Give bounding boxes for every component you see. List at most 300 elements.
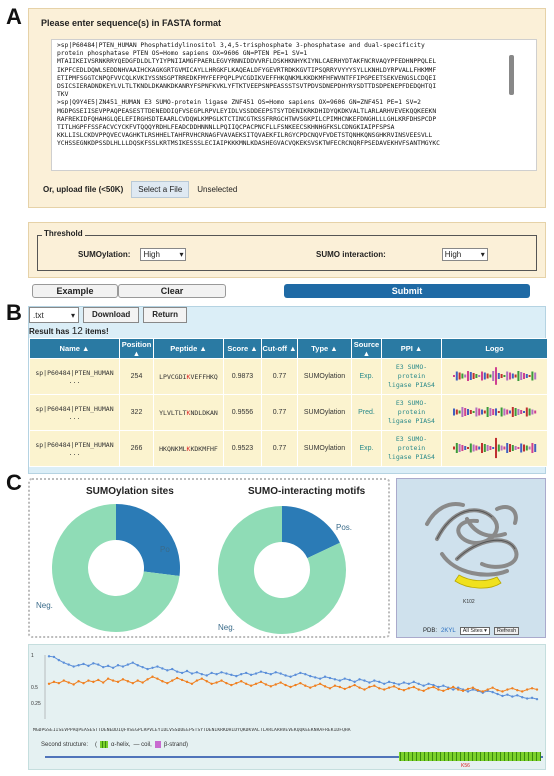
data-point	[432, 686, 434, 688]
data-point	[329, 687, 331, 689]
data-point	[87, 679, 89, 681]
data-point	[324, 676, 326, 678]
data-point	[368, 681, 370, 683]
data-point	[408, 683, 410, 685]
logo-mark	[534, 410, 536, 413]
source-value: Exp.	[359, 445, 374, 452]
data-point	[383, 688, 385, 690]
cell-position: 266	[120, 431, 154, 467]
data-point	[201, 677, 203, 679]
logo-mark	[503, 408, 505, 415]
interaction-threshold	[316, 248, 488, 261]
logo-mark	[461, 373, 463, 378]
data-point	[240, 680, 242, 682]
ellipsis: ...	[68, 448, 81, 457]
logo-mark	[467, 371, 469, 381]
data-point	[422, 690, 424, 692]
ellipsis: ...	[68, 412, 81, 421]
data-point	[122, 665, 124, 667]
donut-charts-box	[28, 478, 390, 638]
y-tick-label: 0.5	[31, 685, 38, 691]
data-point	[53, 656, 55, 658]
chevron-down-icon: ▾	[179, 250, 184, 259]
data-point	[487, 688, 489, 690]
data-point	[146, 668, 148, 670]
sequence-logo-image	[445, 396, 545, 428]
data-point	[82, 663, 84, 665]
sites-option: All Sites	[462, 628, 483, 634]
sequence-axis: MGDPGSEIISEVPPAQPEASESTTDENEDDIQFVSEGPLRPVLEYIDLVSSDDEEPSTSYTDENIKRKDHIDYQKDKVALTLARLARHVEVEKQQKEEKNRAFREKIDFQHA	[33, 728, 351, 733]
cell-cutoff: 0.77	[262, 359, 298, 395]
data-point	[235, 675, 237, 677]
ppi-link[interactable]: E3 SUMO- protein ligase PIAS4	[388, 363, 435, 389]
data-point	[398, 683, 400, 685]
data-point	[186, 670, 188, 672]
data-point	[309, 686, 311, 688]
data-point	[161, 680, 163, 682]
chart-title-sumoylation: SUMOylation sites	[86, 486, 174, 497]
logo-mark	[467, 409, 469, 415]
logo-mark	[495, 437, 497, 457]
data-point	[388, 681, 390, 683]
cell-type: SUMOylation	[298, 395, 352, 431]
select-file-button[interactable]: Select a File	[131, 181, 189, 198]
table-body	[30, 359, 548, 467]
site-marker-label: K56	[461, 763, 470, 769]
y-tick-label: 1	[31, 653, 34, 659]
secondary-structure-legend	[41, 741, 188, 748]
data-point	[353, 681, 355, 683]
data-point	[526, 697, 528, 699]
data-point	[344, 677, 346, 679]
data-point	[58, 682, 60, 684]
data-point	[225, 672, 227, 674]
column-header[interactable]: Source ▲	[352, 339, 382, 359]
data-point	[491, 691, 493, 693]
slice-label: Pos.	[336, 523, 353, 532]
data-point	[348, 679, 350, 681]
clear-button[interactable]: Clear	[118, 284, 226, 298]
data-point	[373, 679, 375, 681]
ss-label: Second structure:	[41, 741, 89, 748]
data-point	[151, 667, 153, 669]
peptide-right: VEFFHKQ	[190, 372, 218, 381]
data-point	[531, 687, 533, 689]
logo-mark	[517, 409, 519, 415]
data-point	[117, 664, 119, 666]
data-point	[275, 683, 277, 685]
cell-peptide	[154, 431, 224, 467]
data-point	[289, 686, 291, 688]
strand-icon	[155, 741, 161, 748]
data-point	[77, 680, 79, 682]
upload-label: Or, upload file (<50K)	[43, 185, 124, 194]
logo-mark	[534, 444, 536, 452]
data-point	[102, 666, 104, 668]
peptide-site: K	[186, 372, 191, 381]
logo-mark	[528, 408, 530, 415]
protein-ribbon-image	[397, 479, 547, 625]
data-point	[383, 683, 385, 685]
logo-mark	[455, 409, 457, 414]
protein-structure-viewer[interactable]	[396, 478, 546, 638]
data-point	[87, 665, 89, 667]
sumoylation-value: High	[143, 250, 160, 259]
data-point	[521, 690, 523, 692]
logo-mark	[486, 445, 488, 451]
data-point	[132, 682, 134, 684]
data-point	[536, 698, 538, 700]
peptide-site: K	[186, 408, 191, 417]
logo-mark	[461, 445, 463, 451]
cell-name	[30, 359, 120, 395]
data-point	[536, 688, 538, 690]
data-point	[477, 689, 479, 691]
logo-mark	[464, 374, 466, 377]
data-point	[137, 679, 139, 681]
data-point	[117, 681, 119, 683]
data-point	[467, 690, 469, 692]
data-point	[230, 674, 232, 676]
pdb-id-link[interactable]: 2KYL	[441, 628, 456, 634]
logo-mark	[523, 444, 525, 451]
data-point	[156, 677, 158, 679]
data-point	[339, 679, 341, 681]
data-point	[447, 688, 449, 690]
data-point	[201, 673, 203, 675]
data-point	[427, 687, 429, 689]
data-point	[437, 686, 439, 688]
slice-label: Neg.	[218, 623, 235, 632]
data-point	[265, 683, 267, 685]
logo-mark	[497, 373, 499, 379]
data-point	[427, 683, 429, 685]
interaction-select[interactable]	[442, 248, 488, 261]
panel-label-c: C	[6, 470, 22, 495]
logo-mark	[455, 443, 457, 453]
data-point	[491, 686, 493, 688]
data-point	[235, 682, 237, 684]
data-point	[97, 679, 99, 681]
ss-strand: β-strand)	[163, 741, 188, 748]
logo-mark	[461, 407, 463, 417]
upload-row	[43, 181, 237, 198]
donut-slice	[116, 504, 180, 576]
data-point	[270, 685, 272, 687]
data-point	[166, 669, 168, 671]
column-header[interactable]: Position ▲	[120, 339, 154, 359]
protein-name: sp|P60484|PTEN_HUMAN	[35, 404, 114, 413]
peptide-site: K	[186, 444, 191, 453]
data-point	[191, 683, 193, 685]
threshold-fieldset	[37, 229, 537, 271]
data-point	[230, 684, 232, 686]
data-point	[482, 690, 484, 692]
results-table	[29, 338, 548, 467]
logo-mark	[478, 446, 480, 449]
data-point	[127, 663, 129, 665]
data-point	[186, 681, 188, 683]
column-header[interactable]: Name ▲	[30, 339, 120, 359]
data-point	[403, 689, 405, 691]
cell-score: 0.9556	[224, 395, 262, 431]
slice-label: Po	[160, 545, 170, 554]
logo-mark	[453, 375, 455, 377]
logo-mark	[492, 409, 494, 415]
logo-mark	[483, 444, 485, 452]
data-point	[437, 688, 439, 690]
panel-label-b: B	[6, 300, 22, 325]
logo-mark	[481, 371, 483, 380]
fasta-textarea[interactable]: >sp|P60484|PTEN_HUMAN Phosphatidylinositol 3,4,5-trisphosphate 3-phosphatase and dual-specificity protein phosphatase PTEN OS=Homo sapiens OX=9606 GN=PTEN PE=1 SV=1 MTAIIKEIVSRNKRRYQEDGFDLDLTYIYPNIIAMGFPAERLEGVYRNNIDDVVRFLDSKHKNHYKIYNLCAERHYDTAKFNCRVAQYPFEDHNPPQLEL IKPFCEDLDQWLSEDDNHVAAIHCKAGKGRTGVMICAYLLHRGKFLKAQEALDFYGEVRTRDKKGVTIPSQRRYVYYYSYLLKNHLDYRPVALLFHKMMF ETIPMFSGGTCNPQFVVCQLKVKIYSSNSGPTRREDKFMYFEFPQPLPVCGDIKVEFFHKQNKMLKKDKMFHFWVNTFFIPGPEETSEKVENGSLCDQEI DSICSIERADNDKEYLVLTLTKNDLDKANKDKANRYFSPNFKVKLYFTKTVEEPSNPEASSSTSVTPDVSDNEPDHYRYSDTTDSDPENEPFDEDQHTQI TKV >sp|Q9Y4E5|ZN451_HUMAN E3 SUMO-protein ligase ZNF451 OS=Homo sapiens OX=9606 GN=ZNF451 PE=1 SV=2 MGDPGSEIISEVPPAQPEASESTTDENEDDIQFVSEGPLRPVLEYIDLVSSDDEEPSTSYTDENIKRKDHIDYQKDKVALTLARLARHVEVEKQQKEEKN RAFREKIDFQHAHGLQELEFIRGHSDTEAARLCVDQWLKMPGLKTCTINCGTKSSFRRGCHTWVSGKPILCPIMHCNKEFDNGHLLLGHLKRFDHSPCDP TITLHGPFFSSFACVCYCKFVTQQQYRDHLFEADCDDHNNNLLPQIIQCPACPNCFLLFSNKEECSKHNHGFKSLCDNGKIAIPFSPSA KKLLISLCKDVPPQVECVAGHKTLRSHHELTAHFRVHCRNAGFVAVAEKSITQVAEKFILRGYCPDCNQVFVDETSTQNHKQNSGHKRVINSVEESVLL YCHSSEGNKDPSSDLHLLLDQSKFSSLKRTMSIKESSSLECIAIPKKKMNLKDASHEGVACVQKEKSVSKTWFECRCNQRFPSEDAVEKHVFSANTMGYKC	[51, 39, 537, 171]
logo-mark	[525, 374, 527, 378]
threshold-box	[28, 222, 546, 278]
logo-mark	[472, 444, 474, 451]
data-point	[358, 686, 360, 688]
logo-mark	[478, 375, 480, 377]
logo-mark	[509, 410, 511, 413]
data-point	[196, 679, 198, 681]
sequence-logo-image	[445, 432, 545, 464]
data-point	[92, 662, 94, 664]
cell-cutoff: 0.77	[262, 431, 298, 467]
data-point	[215, 673, 217, 675]
data-point	[334, 678, 336, 680]
data-point	[496, 689, 498, 691]
data-point	[137, 664, 139, 666]
logo-mark	[475, 407, 477, 416]
score-line-chart-panel	[28, 644, 546, 770]
series-line	[49, 656, 537, 699]
data-point	[58, 659, 60, 661]
data-point	[398, 688, 400, 690]
logo-mark	[500, 374, 502, 378]
cell-ppi[interactable]	[382, 359, 442, 395]
peptide-right: NDLDKAN	[190, 408, 218, 417]
peptide-right: KDKMFHF	[190, 444, 218, 453]
column-header[interactable]: Type ▲	[298, 339, 352, 359]
sumoylation-select[interactable]	[140, 248, 186, 261]
logo-mark	[472, 373, 474, 379]
ppi-link[interactable]: E3 SUMO- protein ligase PIAS4	[388, 399, 435, 425]
data-point	[63, 661, 65, 663]
data-point	[240, 673, 242, 675]
download-button[interactable]: Download	[83, 307, 139, 323]
data-point	[496, 693, 498, 695]
data-point	[265, 672, 267, 674]
logo-mark	[511, 407, 513, 417]
count-number: 12	[71, 326, 83, 337]
data-point	[442, 690, 444, 692]
cell-ppi[interactable]	[382, 431, 442, 467]
textarea-scrollbar[interactable]	[509, 55, 514, 95]
data-point	[314, 676, 316, 678]
column-header: Logo	[442, 339, 548, 359]
data-point	[141, 681, 143, 683]
interaction-label: SUMO interaction:	[316, 250, 386, 259]
donut-charts-svg	[30, 480, 388, 636]
logo-mark	[464, 408, 466, 416]
logo-mark	[511, 373, 513, 378]
results-toolbar	[29, 307, 187, 323]
protein-name: sp|P60484|PTEN_HUMAN	[35, 440, 114, 449]
cell-position: 254	[120, 359, 154, 395]
cell-name	[30, 395, 120, 431]
data-point	[141, 666, 143, 668]
data-point	[122, 678, 124, 680]
example-button[interactable]: Example	[32, 284, 118, 298]
data-point	[284, 684, 286, 686]
data-point	[422, 685, 424, 687]
sumoylation-threshold	[78, 248, 186, 261]
data-point	[294, 684, 296, 686]
data-point	[353, 684, 355, 686]
column-header[interactable]: PPI ▲	[382, 339, 442, 359]
logo-mark	[503, 375, 505, 377]
data-point	[378, 687, 380, 689]
table-row[interactable]	[30, 359, 548, 395]
logo-mark	[464, 446, 466, 450]
sequence-logo-image	[445, 360, 545, 392]
ppi-link[interactable]: E3 SUMO- protein ligase PIAS4	[388, 435, 435, 461]
data-point	[245, 672, 247, 674]
table-header-row	[30, 339, 548, 359]
logo-mark	[495, 367, 497, 385]
ss-helix: α-helix,	[111, 741, 131, 748]
data-point	[319, 683, 321, 685]
data-point	[393, 685, 395, 687]
cell-score: 0.9523	[224, 431, 262, 467]
logo-mark	[509, 444, 511, 452]
chevron-down-icon: ▾	[480, 250, 485, 259]
logo-mark	[523, 373, 525, 379]
logo-mark	[469, 410, 471, 414]
logo-mark	[506, 371, 508, 380]
data-point	[97, 663, 99, 665]
data-point	[220, 671, 222, 673]
data-point	[176, 670, 178, 672]
logo-mark	[483, 410, 485, 413]
peptide-left: LPVCGDI	[159, 372, 187, 381]
data-point	[72, 683, 74, 685]
column-header[interactable]: Cut-off ▲	[262, 339, 298, 359]
logo-mark	[520, 410, 522, 414]
submit-button[interactable]: Submit	[284, 284, 530, 298]
sites-select[interactable]: All Sites ▾	[460, 627, 490, 635]
logo-mark	[531, 409, 533, 414]
logo-mark	[483, 372, 485, 379]
format-select[interactable]	[29, 307, 79, 323]
table-row[interactable]	[30, 395, 548, 431]
table-row[interactable]	[30, 431, 548, 467]
data-point	[457, 688, 459, 690]
logo-mark	[469, 443, 471, 452]
cell-source	[352, 431, 382, 467]
data-point	[260, 670, 262, 672]
format-value: .txt	[33, 310, 44, 320]
ellipsis: ...	[68, 376, 81, 385]
data-point	[462, 690, 464, 692]
cell-ppi[interactable]	[382, 395, 442, 431]
pdb-controls	[423, 627, 519, 635]
logo-mark	[500, 407, 502, 416]
data-point	[284, 674, 286, 676]
cell-source	[352, 359, 382, 395]
helix-segment	[399, 752, 541, 761]
cell-score: 0.9873	[224, 359, 262, 395]
data-point	[373, 685, 375, 687]
ss-coil: — coil,	[133, 741, 152, 748]
data-point	[363, 688, 365, 690]
logo-mark	[506, 409, 508, 414]
data-point	[378, 681, 380, 683]
column-header[interactable]: Score ▲	[224, 339, 262, 359]
logo-mark	[472, 411, 474, 413]
file-status: Unselected	[197, 185, 238, 194]
logo-mark	[528, 446, 530, 449]
logo-mark	[495, 408, 497, 415]
data-point	[516, 694, 518, 696]
y-tick-label: 0.25	[31, 701, 41, 707]
logo-mark	[458, 444, 460, 452]
data-point	[299, 682, 301, 684]
data-point	[127, 680, 129, 682]
return-button[interactable]: Return	[143, 307, 187, 323]
charts-panel	[28, 478, 546, 638]
data-point	[403, 681, 405, 683]
logo-mark	[520, 443, 522, 452]
data-point	[304, 685, 306, 687]
data-point	[151, 676, 153, 678]
logo-mark	[514, 374, 516, 377]
data-point	[210, 683, 212, 685]
logo-mark	[453, 408, 455, 415]
data-point	[225, 682, 227, 684]
logo-mark	[523, 411, 525, 413]
column-header[interactable]: Peptide ▲	[154, 339, 224, 359]
data-point	[255, 672, 257, 674]
data-point	[472, 686, 474, 688]
panel-label-a: A	[6, 4, 22, 29]
cell-logo	[442, 395, 548, 431]
logo-mark	[528, 375, 530, 377]
data-point	[442, 685, 444, 687]
data-point	[516, 689, 518, 691]
data-point	[112, 679, 114, 681]
data-point	[102, 681, 104, 683]
logo-mark	[478, 408, 480, 415]
logo-mark	[497, 444, 499, 451]
data-point	[82, 682, 84, 684]
logo-mark	[509, 372, 511, 379]
result-count	[29, 326, 109, 337]
data-point	[511, 687, 513, 689]
ss-open-paren: (	[95, 741, 98, 748]
data-point	[368, 686, 370, 688]
secondary-structure-track	[29, 749, 547, 769]
data-point	[501, 695, 503, 697]
data-point	[92, 681, 94, 683]
refresh-button[interactable]: Refresh	[494, 627, 519, 635]
threshold-legend: Threshold	[44, 229, 83, 238]
logo-mark	[506, 443, 508, 453]
site-highlight	[455, 575, 501, 588]
chevron-down-icon: ▾	[70, 310, 75, 320]
data-point	[279, 672, 281, 674]
data-point	[506, 693, 508, 695]
data-point	[220, 679, 222, 681]
logo-mark	[453, 446, 455, 449]
